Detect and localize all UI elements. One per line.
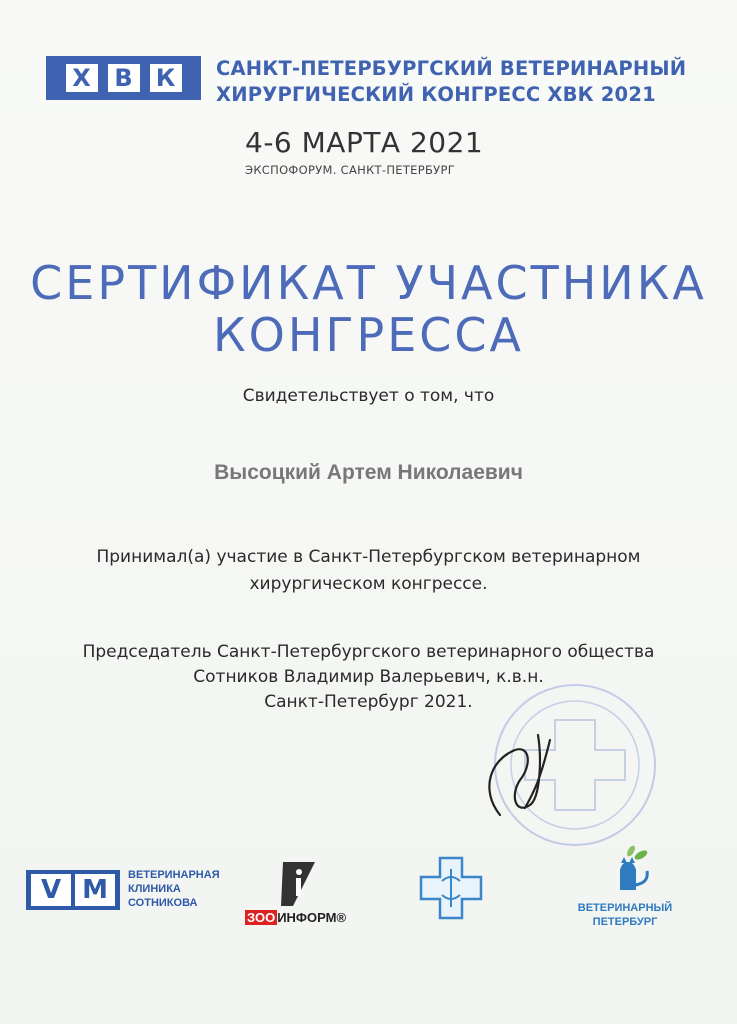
vm-logo-text: [128, 868, 220, 910]
chairman-line3: Санкт-Петербург 2021.: [264, 692, 473, 712]
chairman-line2: Сотников Владимир Валерьевич, к.в.н.: [193, 667, 544, 687]
vm-logo-line3: СОТНИКОВА: [128, 897, 198, 909]
vet-petersburg-line2: ПЕТЕРБУРГ: [592, 916, 658, 928]
chairman-line1: Председатель Санкт-Петербургского ветеринарного общества: [82, 642, 655, 662]
testifies-text: Свидетельствует о том, что: [242, 386, 495, 406]
zooinform-rest: ИНФОРМ: [277, 910, 337, 925]
vm-logo-mark: [26, 870, 120, 910]
veterinary-cross-icon: [418, 855, 484, 921]
vm-logo-line2: КЛИНИКА: [128, 883, 181, 895]
vm-logo-line1: ВЕТЕРИНАРНАЯ: [128, 869, 220, 881]
participation-line2: хирургическом конгрессе.: [249, 574, 488, 594]
congress-title: [216, 56, 716, 108]
vm-logo-letter: M: [75, 874, 115, 906]
certificate-title-line2: КОНГРЕССА: [212, 308, 525, 362]
congress-title-line2: ХИРУРГИЧЕСКИЙ КОНГРЕСС ХВК 2021: [216, 83, 656, 106]
vet-petersburg-text: [565, 901, 685, 929]
participation-line1: Принимал(а) участие в Санкт-Петербургском ветеринарном: [96, 547, 641, 567]
cat-leaf-icon: [565, 845, 685, 901]
zooinform-logo: [245, 858, 355, 930]
congress-venue: ЭКСПОФОРУМ. САНКТ-ПЕТЕРБУРГ: [245, 163, 456, 177]
hvk-logo-letter: К: [150, 64, 182, 92]
vm-clinic-logo: [26, 866, 226, 916]
zooinform-mark: [277, 858, 317, 910]
congress-dates: 4-6 МАРТА 2021: [245, 126, 484, 159]
vet-petersburg-logo: [565, 845, 685, 935]
chairman-block: [0, 640, 737, 715]
participant-name: Высоцкий Артем Николаевич: [214, 461, 523, 484]
vet-petersburg-line1: ВЕТЕРИНАРНЫЙ: [577, 902, 673, 914]
hvk-logo: [46, 56, 201, 100]
participation-text: [0, 544, 737, 598]
signature-icon: [470, 720, 580, 830]
congress-title-line1: САНКТ-ПЕТЕРБУРГСКИЙ ВЕТЕРИНАРНЫЙ: [216, 57, 687, 80]
vm-logo-letter: V: [31, 874, 71, 906]
zooinform-red-part: ЗОО: [247, 910, 276, 925]
certificate-title-line1: СЕРТИФИКАТ УЧАСТНИКА: [30, 256, 707, 310]
zooinform-text: [245, 910, 346, 925]
hvk-logo-letter: Х: [66, 64, 98, 92]
hvk-logo-letter: В: [108, 64, 140, 92]
zooinform-registered: ®: [336, 910, 347, 925]
